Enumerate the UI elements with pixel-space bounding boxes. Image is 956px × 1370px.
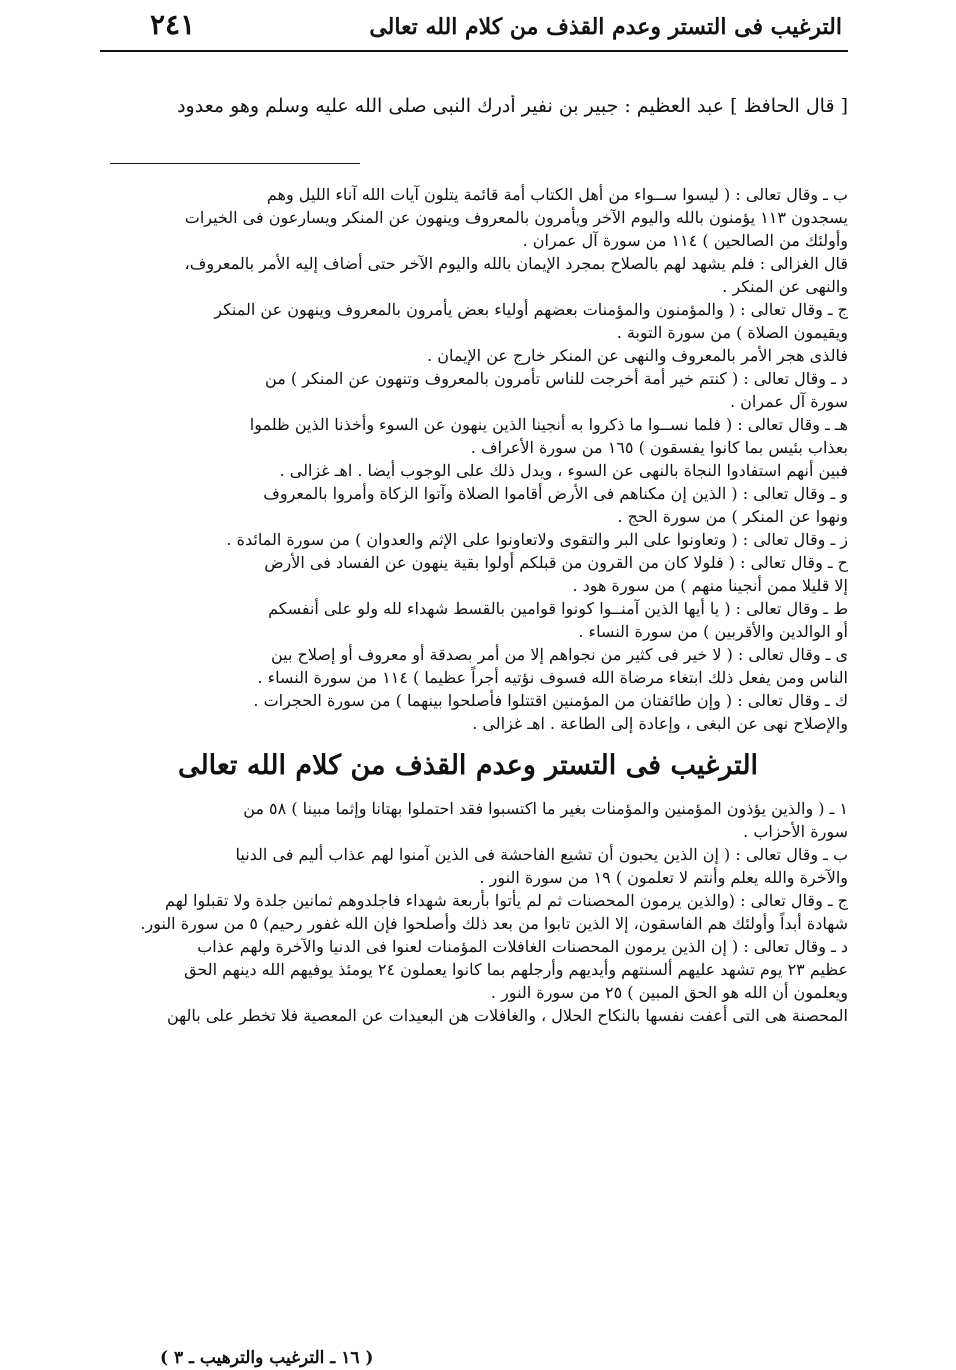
text-line: المحصنة هى التى أعفت نفسها بالنكاح الحلال ، والغافلات هن البعيدات عن المعصية فلا تخطر على بالهن (166, 1006, 848, 1025)
text-line: بعذاب بئيس بما كانوا يفسقون ) ١٦٥ من سورة الأعراف . (470, 438, 848, 457)
text-line: والإصلاح نهى عن البغى ، وإعادة إلى الطاعة . اهـ غزالى . (472, 714, 848, 733)
page-number: ٢٤١ (150, 8, 196, 41)
text-line: ج ـ وقال تعالى : ( والمؤمنون والمؤمنات بعضهم أولياء بعض يأمرون بالمعروف وينهون عن المنكر (214, 300, 848, 319)
running-header (100, 6, 848, 52)
body-part-2 (88, 799, 848, 1025)
text-line: ى ـ وقال تعالى : ( لا خير فى كثير من نجواهم إلا من أمر بصدقة أو معروف أو إصلاح بين (270, 645, 848, 664)
header-rule (100, 50, 848, 52)
signature-footer: ( ١٦ ـ الترغيب والترهيب ـ ٣ ) (160, 1348, 374, 1368)
text-line: و ـ وقال تعالى : ( الذين إن مكناهم فى الأرض أقاموا الصلاة وآتوا الزكاة وأمروا بالمعروف (263, 484, 848, 503)
text-line: ١ ـ ( والذين يؤذون المؤمنين والمؤمنات بغير ما اكتسبوا فقد احتملوا بهتانا وإثما مبينا ) ٥٨ من (243, 799, 848, 818)
text-line: الناس ومن يفعل ذلك ابتغاء مرضاة الله فسوف نؤتيه أجراً عظيما ) ١١٤ من سورة النساء . (257, 668, 848, 687)
text-line: عظيم ٢٣ يوم تشهد عليهم ألسنتهم وأيديهم وأرجلهم بما كانوا يعملون ٢٤ يومئذ يوفيهم الله دينهم الحق (184, 960, 848, 979)
text-line: والنهى عن المنكر . (722, 277, 848, 296)
text-line: قال الغزالى : فلم يشهد لهم بالصلاح بمجرد الإيمان بالله واليوم الآخر حتى أضاف إليه الأمر بالمعروف، (184, 254, 848, 273)
text-line: ج ـ وقال تعالى : (والذين يرمون المحصنات ثم لم يأتوا بأربعة شهداء فاجلدوهم ثمانين جلدة ولا تقبلوا لهم (165, 891, 848, 910)
running-header-title: الترغيب فى التستر وعدم القذف من كلام الله تعالى (369, 14, 842, 40)
text-line: ز ـ وقال تعالى : ( وتعاونوا على البر والتقوى ولاتعاونوا على الإثم والعدوان ) من سورة المائدة . (226, 530, 848, 549)
text-line: ب ـ وقال تعالى : ( ليسوا ســواء من أهل الكتاب أمة قائمة يتلون آيات الله آناء الليل وهم (266, 185, 848, 204)
text-line: د ـ وقال تعالى : ( إن الذين يرمون المحصنات الغافلات المؤمنات لعنوا فى الدنيا والآخرة ولهم عذاب (197, 937, 848, 956)
text-line: د ـ وقال تعالى : ( كنتم خير أمة أخرجت للناس تأمرون بالمعروف وتنهون عن المنكر ) من (265, 369, 848, 388)
text-line: شهادة أبداً وأولئك هم الفاسقون، إلا الذين تابوا من بعد ذلك وأصلحوا فإن الله غفور رحيم) ٥ من سورة النور. (140, 914, 848, 933)
text-line: ويعلمون أن الله هو الحق المبين ) ٢٥ من سورة النور . (490, 983, 848, 1002)
text-line: ويقيمون الصلاة ) من سورة التوبة . (616, 323, 848, 342)
text-line: ط ـ وقال تعالى : ( يا أيها الذين آمنــوا كونوا قوامين بالقسط شهداء لله ولو على أنفسكم (268, 599, 848, 618)
text-line: إلا قليلا ممن أنجينا منهم ) من سورة هود . (572, 576, 848, 595)
text-line: سورة آل عمران . (729, 392, 848, 411)
text-line: والآخرة والله يعلم وأنتم لا تعلمون ) ١٩ من سورة النور . (479, 868, 848, 887)
text-line: ب ـ وقال تعالى : ( إن الذين يحبون أن تشيع الفاحشة فى الذين آمنوا لهم عذاب أليم فى الدنيا (235, 845, 848, 864)
body-part-1 (88, 185, 848, 733)
text-line: وأولئك من الصالحين ) ١١٤ من سورة آل عمران . (522, 231, 848, 250)
text-line: فالذى هجر الأمر بالمعروف والنهى عن المنكر خارج عن الإيمان . (427, 346, 848, 365)
body-text (88, 185, 848, 1029)
text-line: سورة الأحزاب . (743, 822, 848, 841)
footnote: [ قال الحافظ ] عبد العظيم : جبير بن نفير أدرك النبى صلى الله عليه وسلم وهو معدود (177, 95, 848, 117)
text-line: ك ـ وقال تعالى : ( وإن طائفتان من المؤمنين اقتتلوا فأصلحوا بينهما ) من سورة الحجرات . (253, 691, 848, 710)
section-heading: الترغيب فى التستر وعدم القذف من كلام الله تعالى (177, 750, 759, 781)
text-line: يسجدون ١١٣ يؤمنون بالله واليوم الآخر ويأمرون بالمعروف وينهون عن المنكر ويسارعون فى الخيرات (184, 208, 848, 227)
footnote-rule (110, 163, 360, 164)
text-line: ح ـ وقال تعالى : ( فلولا كان من القرون من قبلكم أولوا بقية ينهون عن الفساد فى الأرض (264, 553, 848, 572)
text-line: ونهوا عن المنكر ) من سورة الحج . (617, 507, 848, 526)
text-line: فبين أنهم استفادوا النجاة بالنهى عن السوء ، ويدل ذلك على الوجوب أيضا . اهـ غزالى . (279, 461, 848, 480)
text-line: هـ ـ وقال تعالى : ( فلما نســوا ما ذكروا به أنجينا الذين ينهون عن السوء وأخذنا الذين ظلموا (249, 415, 848, 434)
text-line: أو الوالدين والأقربين ) من سورة النساء . (578, 622, 848, 641)
